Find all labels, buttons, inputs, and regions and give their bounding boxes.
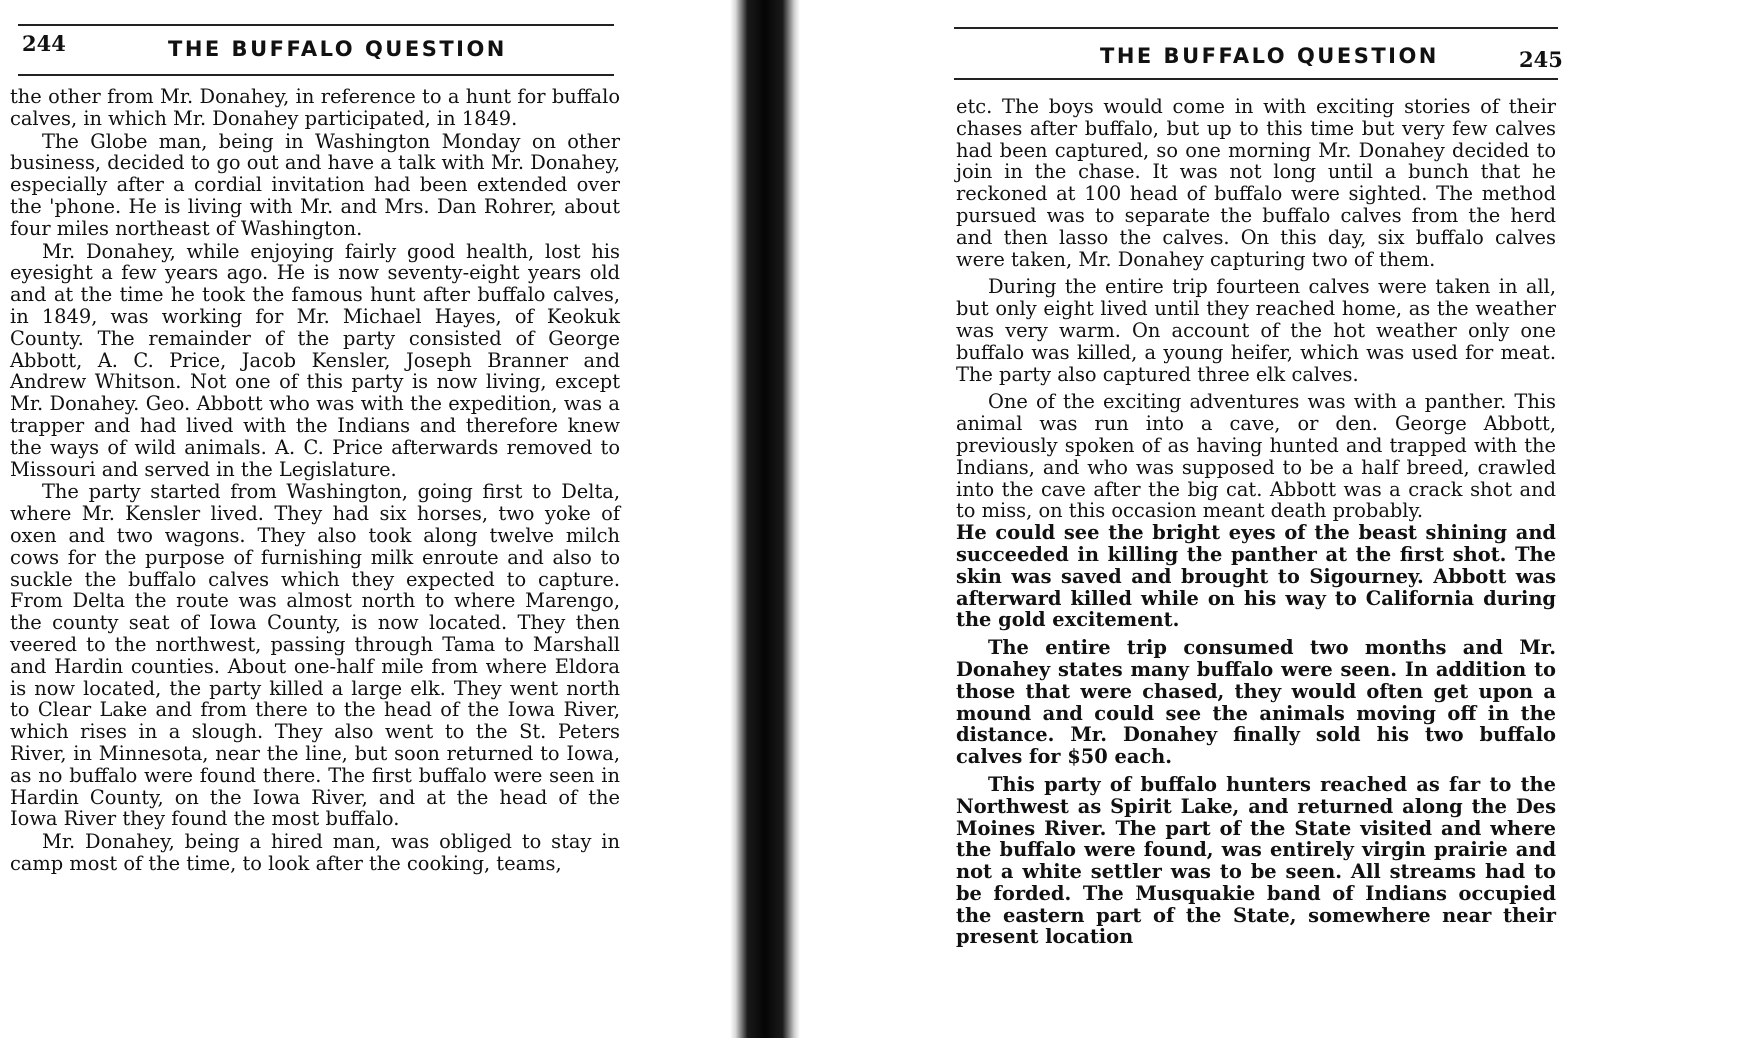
paragraph: The party started from Washington, going first to Delta, where Mr. Kensler lived. They had six horses, two yoke of oxen and two wagons. They also took along twelve milch cows for the purpose of furnishing milk enroute and also to suckle the buffalo calves which they expected to capture. From Delta the route was almost north to where Marengo, the county seat of Iowa County, is now located. They then veered to the northwest, passing through Tama to Marshall and Hardin counties. About one-half mile from where Eldora is now located, the party killed a large elk. They went north to Clear Lake and from there to the head of the Iowa River, which rises in a slough. They also went to the St. Peters River, in Minnesota, near the line, but soon returned to Iowa, as no buffalo were found there. The first buffalo were seen in Hardin County, on the Iowa River, and at the head of the Iowa River they found the most buffalo. [10,480,620,831]
paragraph: This party of buffalo hunters reached as far to the Northwest as Spirit Lake, and returned along the Des Moines River. The part of the State visited and where the buffalo were found, was entirely virgin prairie and not a white settler was to be seen. All streams had to be forded. The Musquakie band of Indians occupied the eastern part of the State, somewhere near their present location [956,772,1556,949]
page-number: 244 [22,31,66,56]
paragraph: Mr. Donahey, being a hired man, was obliged to stay in camp most of the time, to look after the cooking, teams, [10,830,620,875]
page-number: 245 [1519,47,1563,72]
running-head: THE BUFFALO QUESTION [1100,44,1439,68]
paragraph: During the entire trip fourteen calves were taken in all, but only eight lived until they reached home, as the weather was very warm. On account of the hot weather only one buffalo was killed, a young heifer, which was used for meat. The party also captured three elk calves. [956,275,1556,386]
top-rule [954,27,1558,29]
paragraph: One of the exciting adventures was with a panther. This animal was run into a cave, or den. George Abbott, previously spoken of as having hunted and trapped with the Indians, and who was supposed to be a half breed, crawled into the cave after the big cat. Abbott was a crack shot and to miss, on this occasion meant death probably. [956,390,1556,523]
right-page [950,0,1760,1038]
left-page [0,0,700,1038]
body-text [10,86,620,875]
binding-gutter [730,0,800,1038]
top-rule [18,24,614,26]
paragraph: The entire trip consumed two months and Mr. Donahey states many buffalo were seen. In addition to those that were chased, they would often get upon a mound and could see the animals moving off in the distance. Mr. Donahey finally sold his two buffalo calves for $50 each. [956,636,1556,769]
body-text [956,96,1556,948]
paragraph: The Globe man, being in Washington Monday on other business, decided to go out and have a talk with Mr. Donahey, especially after a cordial invitation had been extended over the 'phone. He is living with Mr. and Mrs. Dan Rohrer, about four miles northeast of Washington. [10,129,620,240]
paragraph: etc. The boys would come in with exciting stories of their chases after buffalo, but up to this time but very few calves had been captured, so one morning Mr. Donahey decided to join in the chase. It was not long until a bunch that he reckoned at 100 head of buffalo were sighted. The method pursued was to separate the buffalo calves from the herd and then lasso the calves. On this day, six buffalo calves were taken, Mr. Donahey capturing two of them. [956,95,1556,271]
running-head: THE BUFFALO QUESTION [168,37,507,61]
paragraph: He could see the bright eyes of the beast shining and succeeded in killing the panther at the first shot. The skin was saved and brought to Sigourney. Abbott was afterward killed while on his way to California during the gold excitement. [956,521,1556,632]
paragraph: Mr. Donahey, while enjoying fairly good health, lost his eyesight a few years ago. He is now seventy-eight years old and at the time he took the famous hunt after buffalo calves, in 1849, was working for Mr. Michael Hayes, of Keokuk County. The remainder of the party consisted of George Abbott, A. C. Price, Jacob Kensler, Joseph Branner and Andrew Whitson. Not one of this party is now living, except Mr. Donahey. Geo. Abbott who was with the expedition, was a trapper and had lived with the Indians and therefore knew the ways of wild animals. A. C. Price afterwards removed to Missouri and served in the Legislature. [10,239,620,481]
header-rule [18,74,614,76]
header-rule [954,78,1558,80]
paragraph: the other from Mr. Donahey, in reference to a hunt for buffalo calves, in which Mr. Donahey participated, in 1849. [10,85,620,130]
